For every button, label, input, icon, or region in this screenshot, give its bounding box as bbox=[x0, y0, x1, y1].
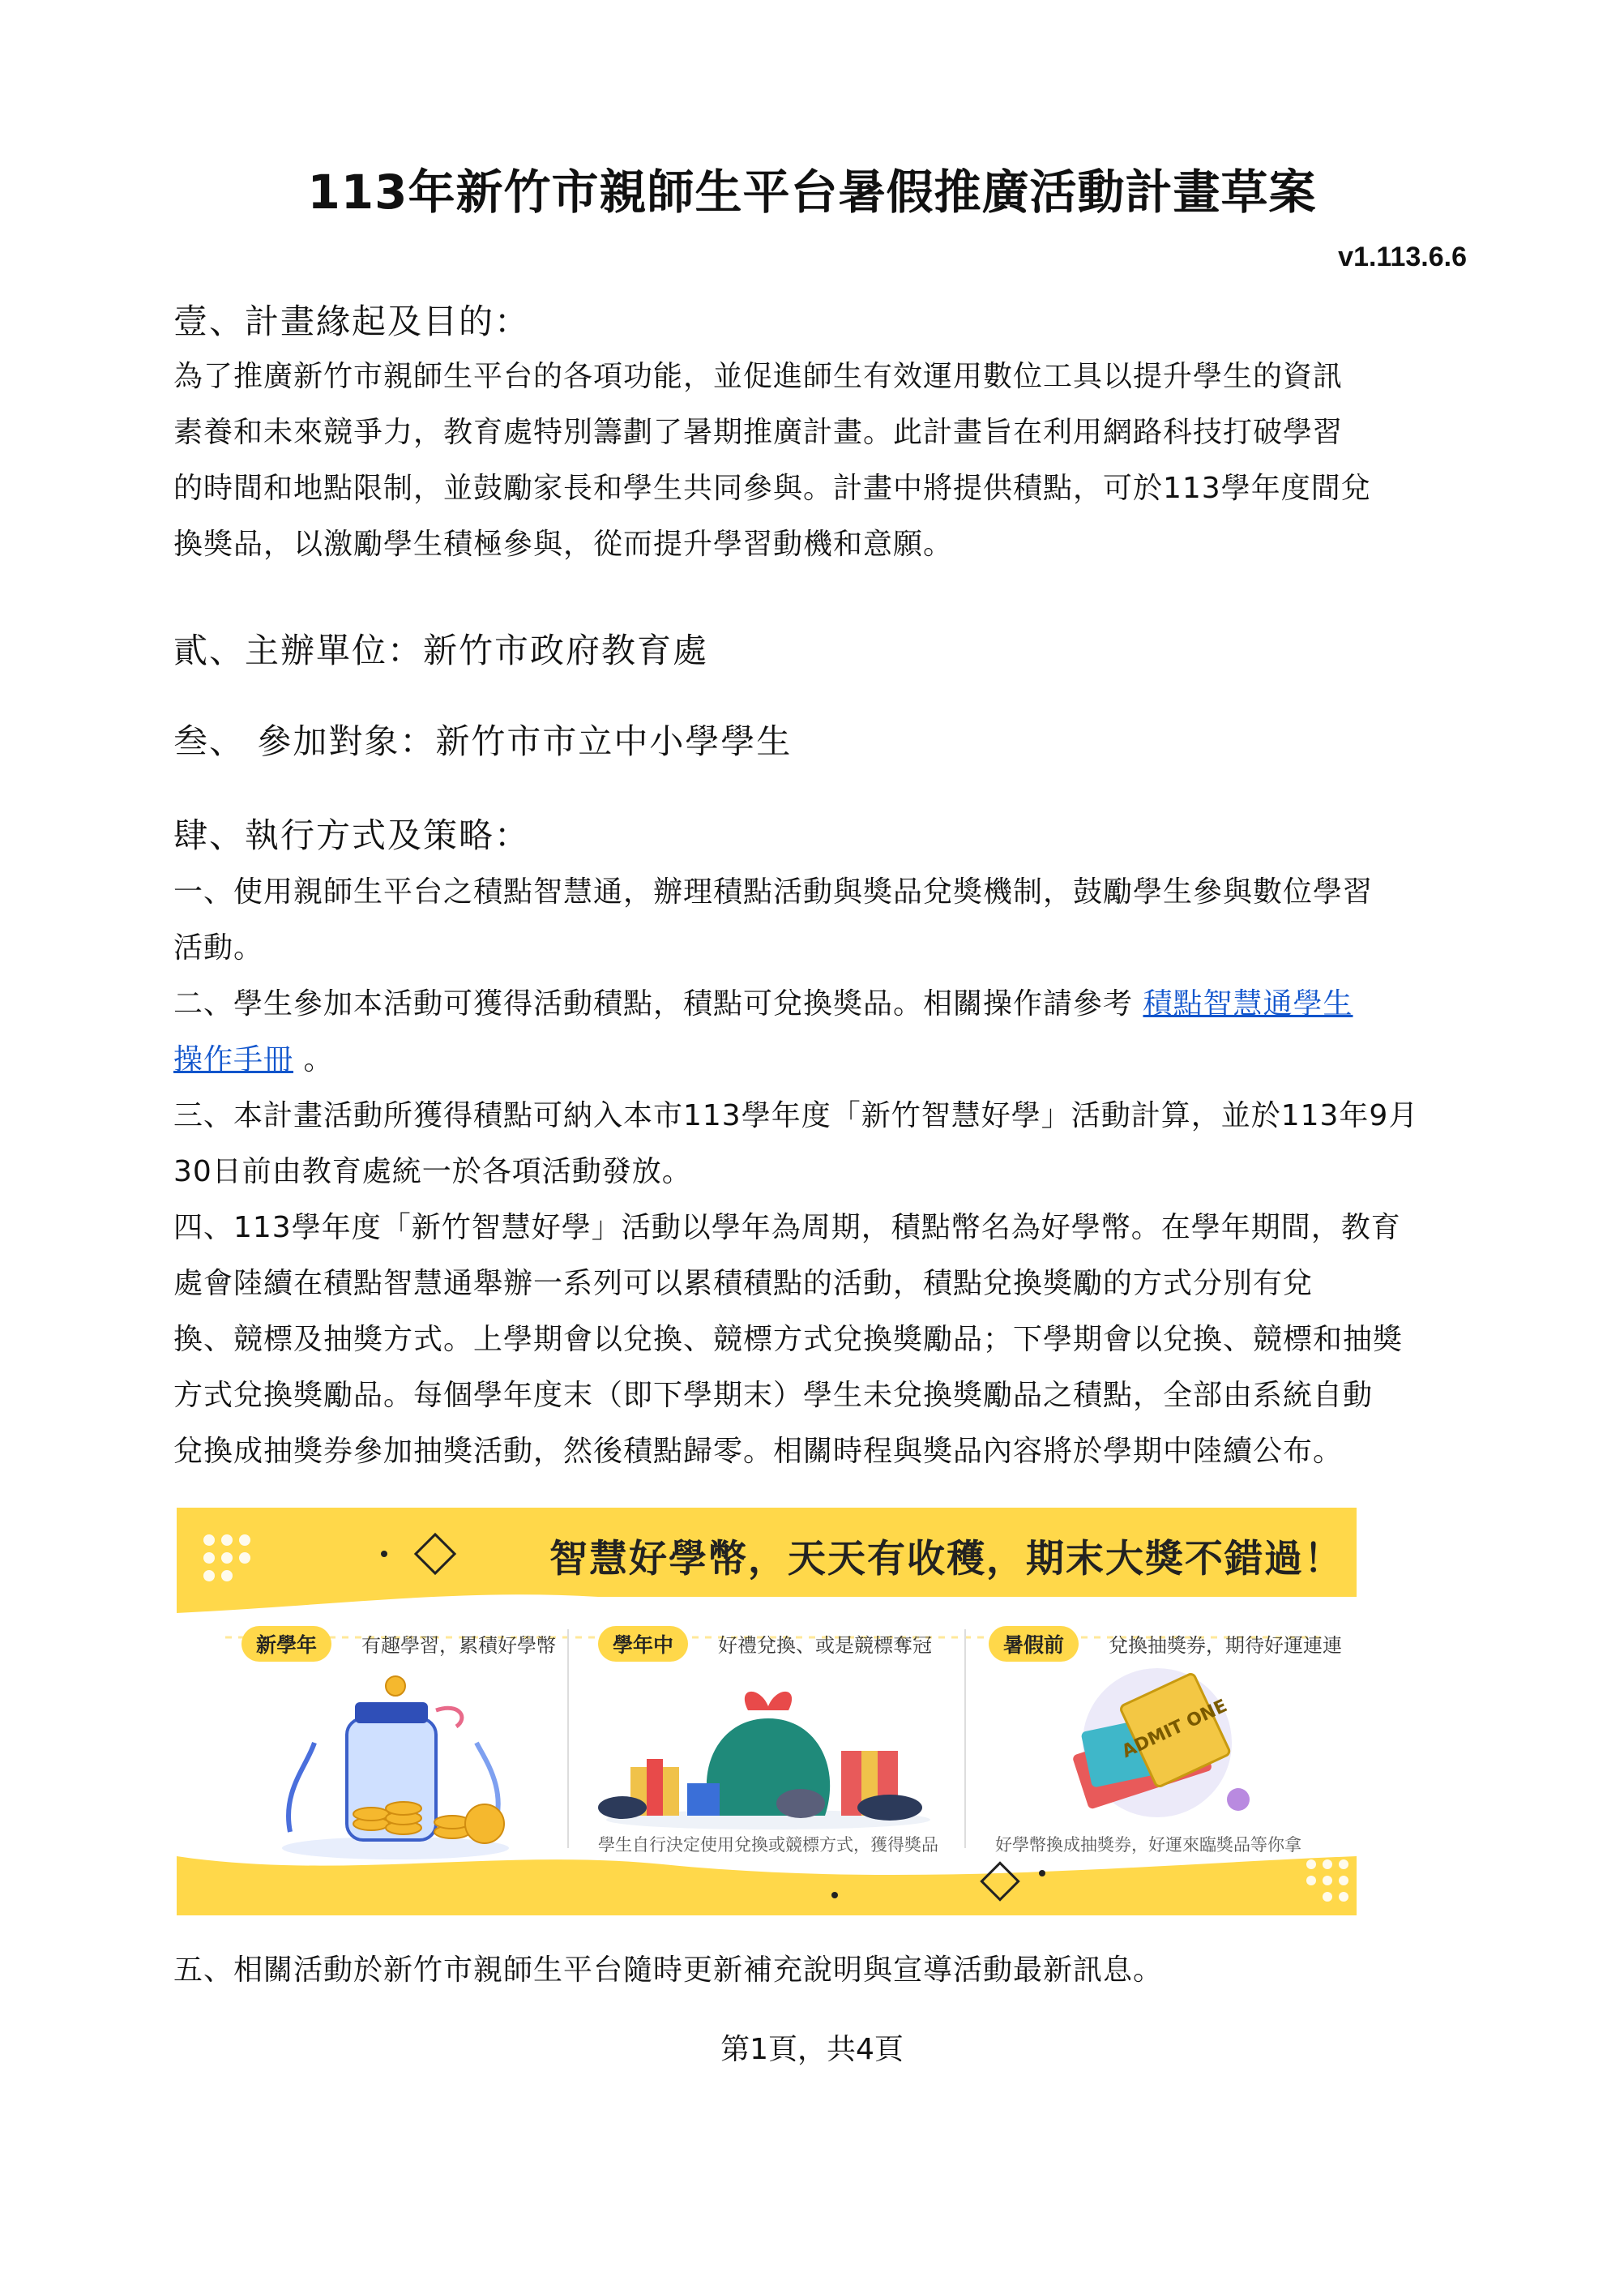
paragraph-line: 方式兌換獎勵品。每個學年度末（即下學期末）學生未兌換獎勵品之積點，全部由系統自動 bbox=[173, 1379, 1374, 1412]
paragraph-line: 四、113學年度「新竹智慧好學」活動以學年為周期，積點幣名為好學幣。在學年期間，教育 bbox=[173, 1211, 1401, 1244]
paragraph-line: 30日前由教育處統一於各項活動發放。 bbox=[173, 1155, 692, 1188]
paragraph-line: 兌換成抽獎券參加抽獎活動，然後積點歸零。相關時程與獎品內容將於學期中陸續公布。 bbox=[173, 1435, 1344, 1468]
stage-caption-before-summer: 好學幣換成抽獎券，好運來臨獎品等你拿 bbox=[995, 1835, 1301, 1855]
manual-link-continued[interactable]: 操作手冊 bbox=[173, 1043, 294, 1076]
stage-tag-mid-year: 學年中 bbox=[598, 1626, 688, 1662]
paragraph-line: 為了推廣新竹市親師生平台的各項功能，並促進師生有效運用數位工具以提升學生的資訊 bbox=[173, 360, 1344, 393]
paragraph-line: 活動。 bbox=[173, 931, 264, 965]
banner-title: 智慧好學幣，天天有收穫，期末大獎不錯過！ bbox=[549, 1537, 1344, 1581]
paragraph-line: 三、本計畫活動所獲得積點可納入本市113學年度「新竹智慧好學」活動計算，並於113年9月 bbox=[173, 1099, 1419, 1132]
paragraph-line: 換獎品，以激勵學生積極參與，從而提升學習動機和意願。 bbox=[173, 528, 954, 561]
section-1-heading: 壹、計畫緣起及目的： bbox=[173, 302, 531, 341]
section-3-heading: 叁、 參加對象：新竹市市立中小學學生 bbox=[173, 721, 793, 761]
strategy-item-3 bbox=[173, 1088, 1462, 1200]
stage-tag-before-summer: 暑假前 bbox=[989, 1626, 1079, 1662]
strategy-item-2 bbox=[173, 976, 1462, 1088]
strategy-item-5: 五、相關活動於新竹市親師生平台隨時更新補充說明與宣導活動最新訊息。 bbox=[173, 1953, 1164, 1987]
paragraph-line: 處會陸續在積點智慧通舉辦一系列可以累積積點的活動，積點兌換獎勵的方式分別有兌 bbox=[173, 1267, 1314, 1300]
strategy-item-4 bbox=[173, 1200, 1462, 1479]
stage-divider bbox=[567, 1629, 569, 1848]
page-title: 113年新竹市親師生平台暑假推廣活動計畫草案 bbox=[307, 165, 1317, 220]
stage-divider bbox=[964, 1629, 966, 1848]
paragraph-line: 換、競標及抽獎方式。上學期會以兌換、競標方式兌換獎勵品；下學期會以兌換、競標和抽獎 bbox=[173, 1323, 1404, 1356]
stage-desc-mid-year: 好禮兌換、或是競標奪冠 bbox=[718, 1634, 932, 1657]
promo-banner bbox=[177, 1508, 1357, 1915]
version-label: v1.113.6.6 bbox=[1338, 242, 1467, 272]
item-2-text: 二、學生參加本活動可獲得活動積點，積點可兌換獎品。相關操作請參考 bbox=[173, 987, 1134, 1021]
manual-link[interactable]: 積點智慧通學生 bbox=[1143, 987, 1353, 1021]
paragraph-line: 素養和未來競爭力，教育處特別籌劃了暑期推廣計畫。此計畫旨在利用網路科技打破學習 bbox=[173, 416, 1344, 449]
paragraph-line: 一、使用親師生平台之積點智慧通，辦理積點活動與獎品兌獎機制，鼓勵學生參與數位學習 bbox=[173, 875, 1374, 909]
item-2-end: 。 bbox=[303, 1043, 334, 1076]
paragraph-line: 的時間和地點限制，並鼓勵家長和學生共同參與。計畫中將提供積點，可於113學年度間兌 bbox=[173, 472, 1371, 505]
stage-caption-mid-year: 學生自行決定使用兌換或競標方式，獲得獎品 bbox=[598, 1835, 938, 1855]
strategy-item-1 bbox=[173, 864, 1462, 976]
gift-bag-illustration bbox=[598, 1670, 938, 1832]
stage-tag-new-year: 新學年 bbox=[241, 1626, 331, 1662]
lottery-ticket-illustration bbox=[1052, 1662, 1263, 1824]
coin-jar-illustration bbox=[266, 1670, 525, 1864]
page-number: 第1頁，共4頁 bbox=[720, 2033, 904, 2066]
stage-desc-before-summer: 兌換抽獎券，期待好運連連 bbox=[1109, 1634, 1342, 1657]
ticket-text: ADMIT ONE bbox=[1118, 1696, 1231, 1763]
section-4-heading: 肆、執行方式及策略： bbox=[173, 815, 531, 855]
stage-desc-new-year: 有趣學習，累積好學幣 bbox=[361, 1634, 556, 1657]
section-2-heading: 貳、主辦單位：新竹市政府教育處 bbox=[173, 631, 709, 670]
section-1-body bbox=[173, 349, 1462, 572]
